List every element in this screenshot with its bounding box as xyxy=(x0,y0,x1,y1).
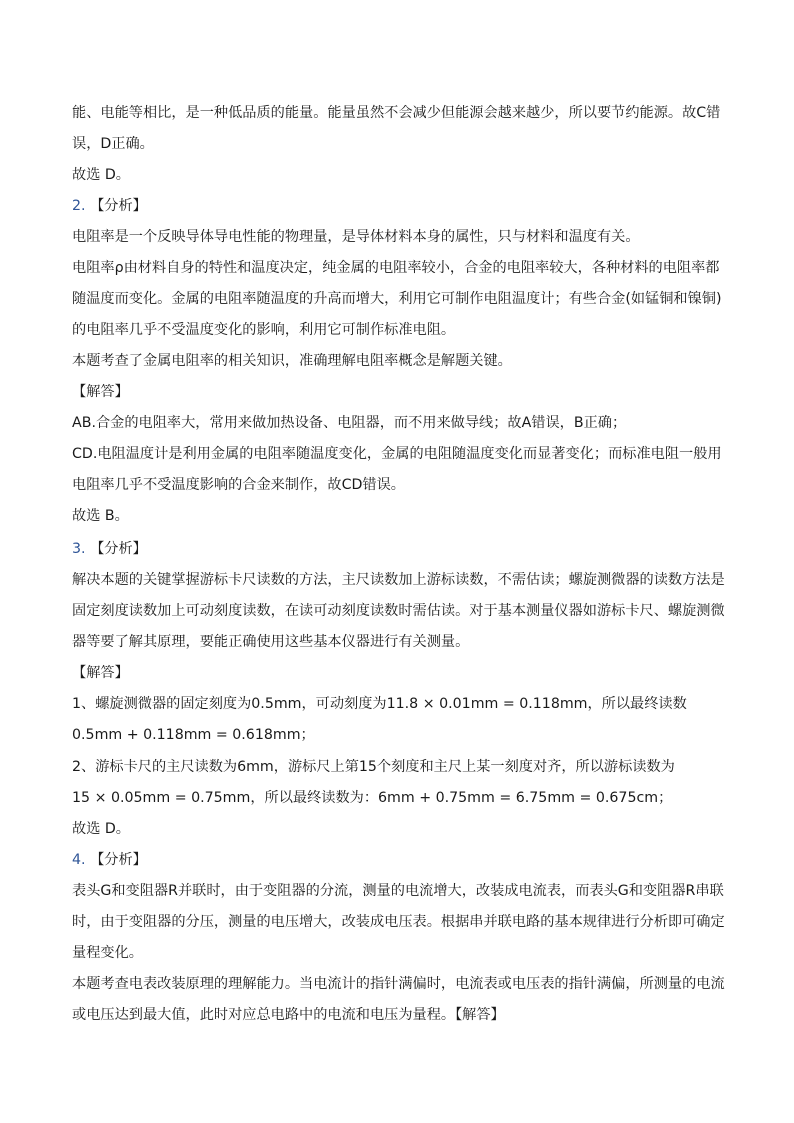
heading-label: 【分析】 xyxy=(90,541,147,557)
text-line: 故选 D。 xyxy=(72,821,130,837)
question-number: 4. xyxy=(72,852,86,868)
text-line: 表头G和变阻器R并联时，由于变阻器的分流，测量的电流增大，改装成电流表，而表头G和变阻器R串联 xyxy=(72,883,724,899)
section-heading: 【解答】 xyxy=(72,384,129,400)
text-line: 误，D正确。 xyxy=(72,136,154,152)
text-line: 本题考查电表改装原理的理解能力。当电流计的指针满偏时，电流表或电压表的指针满偏，所测量的电流 xyxy=(72,976,725,992)
text-line: 电阻率几乎不受温度影响的合金来制作，故CD错误。 xyxy=(72,477,405,493)
text-line: 2、游标卡尺的主尺读数为6mm，游标尺上第15个刻度和主尺上某一刻度对齐，所以游标读数为 xyxy=(72,759,675,775)
section-heading xyxy=(72,539,732,559)
text-line: 本题考查了金属电阻率的相关知识，准确理解电阻率概念是解题关键。 xyxy=(72,353,512,369)
text-line: 时，由于变阻器的分压，测量的电压增大，改装成电压表。根据串并联电路的基本规律进行分析即可确定 xyxy=(72,914,725,930)
text-line: 故选 B。 xyxy=(72,508,129,524)
heading-label: 【分析】 xyxy=(90,852,147,868)
text-line: 随温度而变化。金属的电阻率随温度的升高而增大，利用它可制作电阻温度计；有些合金(如锰铜和镍铜) xyxy=(72,291,722,307)
text-line: 故选 D。 xyxy=(72,167,130,183)
text-line: 0.5mm + 0.118mm = 0.618mm； xyxy=(72,727,315,743)
heading-label: 【分析】 xyxy=(90,198,147,214)
text-line: 电阻率ρ由材料自身的特性和温度决定，纯金属的电阻率较小，合金的电阻率较大，各种材料的电阻率都 xyxy=(72,260,720,276)
section-heading xyxy=(72,850,732,870)
text-line: 电阻率是一个反映导体导电性能的物理量，是导体材料本身的属性，只与材料和温度有关。 xyxy=(72,229,640,245)
text-line: 能、电能等相比，是一种低品质的能量。能量虽然不会减少但能源会越来越少，所以要节约能源。故C错 xyxy=(72,105,721,121)
question-number: 3. xyxy=(72,541,86,557)
text-line: CD.电阻温度计是利用金属的电阻率随温度变化，金属的电阻随温度变化而显著变化；而标准电阻一般用 xyxy=(72,446,722,462)
section-heading: 【解答】 xyxy=(72,665,129,681)
text-line: 的电阻率几乎不受温度变化的影响，利用它可制作标准电阻。 xyxy=(72,322,456,338)
section-heading xyxy=(72,196,732,216)
text-line: 1、螺旋测微器的固定刻度为0.5mm，可动刻度为11.8 × 0.01mm = 0.118mm，所以最终读数 xyxy=(72,696,687,712)
text-line: 15 × 0.05mm = 0.75mm，所以最终读数为：6mm + 0.75mm = 6.75mm = 0.675cm； xyxy=(72,790,673,806)
text-line: 器等要了解其原理，要能正确使用这些基本仪器进行有关测量。 xyxy=(72,634,470,650)
text-line: 或电压达到最大值，此时对应总电路中的电流和电压为量程。【解答】 xyxy=(72,1007,505,1023)
text-line: 解决本题的关键掌握游标卡尺读数的方法，主尺读数加上游标读数，不需估读；螺旋测微器的读数方法是 xyxy=(72,572,725,588)
text-line: 固定刻度读数加上可动刻度读数，在读可动刻度读数时需估读。对于基本测量仪器如游标卡尺、螺旋测微 xyxy=(72,603,725,619)
question-number: 2. xyxy=(72,198,86,214)
text-line: 量程变化。 xyxy=(72,945,143,961)
text-line: AB.合金的电阻率大，常用来做加热设备、电阻器，而不用来做导线；故A错误，B正确； xyxy=(72,415,627,431)
